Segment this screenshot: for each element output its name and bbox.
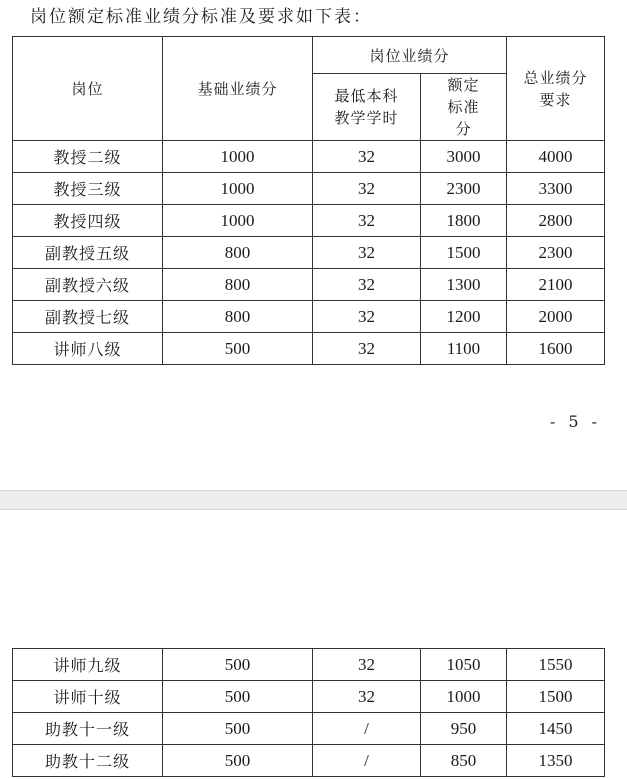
cell-min-hours: 32 <box>313 333 421 365</box>
cell-standard-score: 950 <box>421 713 507 745</box>
cell-position: 教授三级 <box>13 173 163 205</box>
cell-base-score: 500 <box>163 649 313 681</box>
cell-base-score: 800 <box>163 237 313 269</box>
cell-base-score: 500 <box>163 745 313 777</box>
cell-total-score: 2000 <box>507 301 605 333</box>
table-row <box>13 681 605 713</box>
cell-min-hours: 32 <box>313 681 421 713</box>
table-row <box>13 205 605 237</box>
cell-min-hours: 32 <box>313 173 421 205</box>
cell-base-score: 500 <box>163 681 313 713</box>
cell-position: 副教授七级 <box>13 301 163 333</box>
table-row <box>13 301 605 333</box>
cell-standard-score: 1500 <box>421 237 507 269</box>
cell-standard-score: 2300 <box>421 173 507 205</box>
table-row <box>13 237 605 269</box>
header-position: 岗位 <box>13 37 163 141</box>
cell-position: 教授四级 <box>13 205 163 237</box>
cell-position: 助教十一级 <box>13 713 163 745</box>
cell-min-hours: / <box>313 713 421 745</box>
table-row <box>13 713 605 745</box>
cell-base-score: 800 <box>163 301 313 333</box>
header-min-teaching-hours: 最低本科教学学时 <box>313 74 421 141</box>
cell-total-score: 1550 <box>507 649 605 681</box>
table-row <box>13 269 605 301</box>
cell-total-score: 3300 <box>507 173 605 205</box>
cell-min-hours: 32 <box>313 141 421 173</box>
cell-min-hours: 32 <box>313 649 421 681</box>
cell-total-score: 1350 <box>507 745 605 777</box>
cell-position: 副教授五级 <box>13 237 163 269</box>
table-row <box>13 745 605 777</box>
cell-total-score: 1450 <box>507 713 605 745</box>
cell-total-score: 2100 <box>507 269 605 301</box>
header-total-score: 总业绩分要求 <box>507 37 605 141</box>
header-position-score: 岗位业绩分 <box>313 37 507 74</box>
cell-position: 讲师十级 <box>13 681 163 713</box>
cell-standard-score: 1200 <box>421 301 507 333</box>
cell-base-score: 1000 <box>163 205 313 237</box>
cell-base-score: 1000 <box>163 141 313 173</box>
cell-standard-score: 850 <box>421 745 507 777</box>
cell-standard-score: 3000 <box>421 141 507 173</box>
table-row <box>13 173 605 205</box>
cell-min-hours: 32 <box>313 205 421 237</box>
page-break <box>0 490 627 510</box>
cell-total-score: 2300 <box>507 237 605 269</box>
cell-position: 教授二级 <box>13 141 163 173</box>
cell-min-hours: 32 <box>313 269 421 301</box>
cell-position: 副教授六级 <box>13 269 163 301</box>
cell-position: 助教十二级 <box>13 745 163 777</box>
cell-total-score: 4000 <box>507 141 605 173</box>
cell-total-score: 1600 <box>507 333 605 365</box>
cell-base-score: 500 <box>163 713 313 745</box>
cell-standard-score: 1050 <box>421 649 507 681</box>
table-row <box>13 141 605 173</box>
intro-text: 岗位额定标准业绩分标准及要求如下表： <box>30 7 372 27</box>
cell-min-hours: 32 <box>313 237 421 269</box>
cell-base-score: 1000 <box>163 173 313 205</box>
cell-standard-score: 1300 <box>421 269 507 301</box>
cell-min-hours: / <box>313 745 421 777</box>
cell-base-score: 800 <box>163 269 313 301</box>
cell-standard-score: 1800 <box>421 205 507 237</box>
cell-standard-score: 1000 <box>421 681 507 713</box>
cell-total-score: 2800 <box>507 205 605 237</box>
cell-standard-score: 1100 <box>421 333 507 365</box>
header-base-score: 基础业绩分 <box>163 37 313 141</box>
cell-min-hours: 32 <box>313 301 421 333</box>
performance-table-continued <box>12 648 605 777</box>
table-row <box>13 333 605 365</box>
cell-total-score: 1500 <box>507 681 605 713</box>
table-row <box>13 649 605 681</box>
header-standard-score: 额定标准分 <box>421 74 507 141</box>
performance-table <box>12 36 605 365</box>
cell-base-score: 500 <box>163 333 313 365</box>
page-number: - 5 - <box>549 412 601 431</box>
cell-position: 讲师九级 <box>13 649 163 681</box>
cell-position: 讲师八级 <box>13 333 163 365</box>
